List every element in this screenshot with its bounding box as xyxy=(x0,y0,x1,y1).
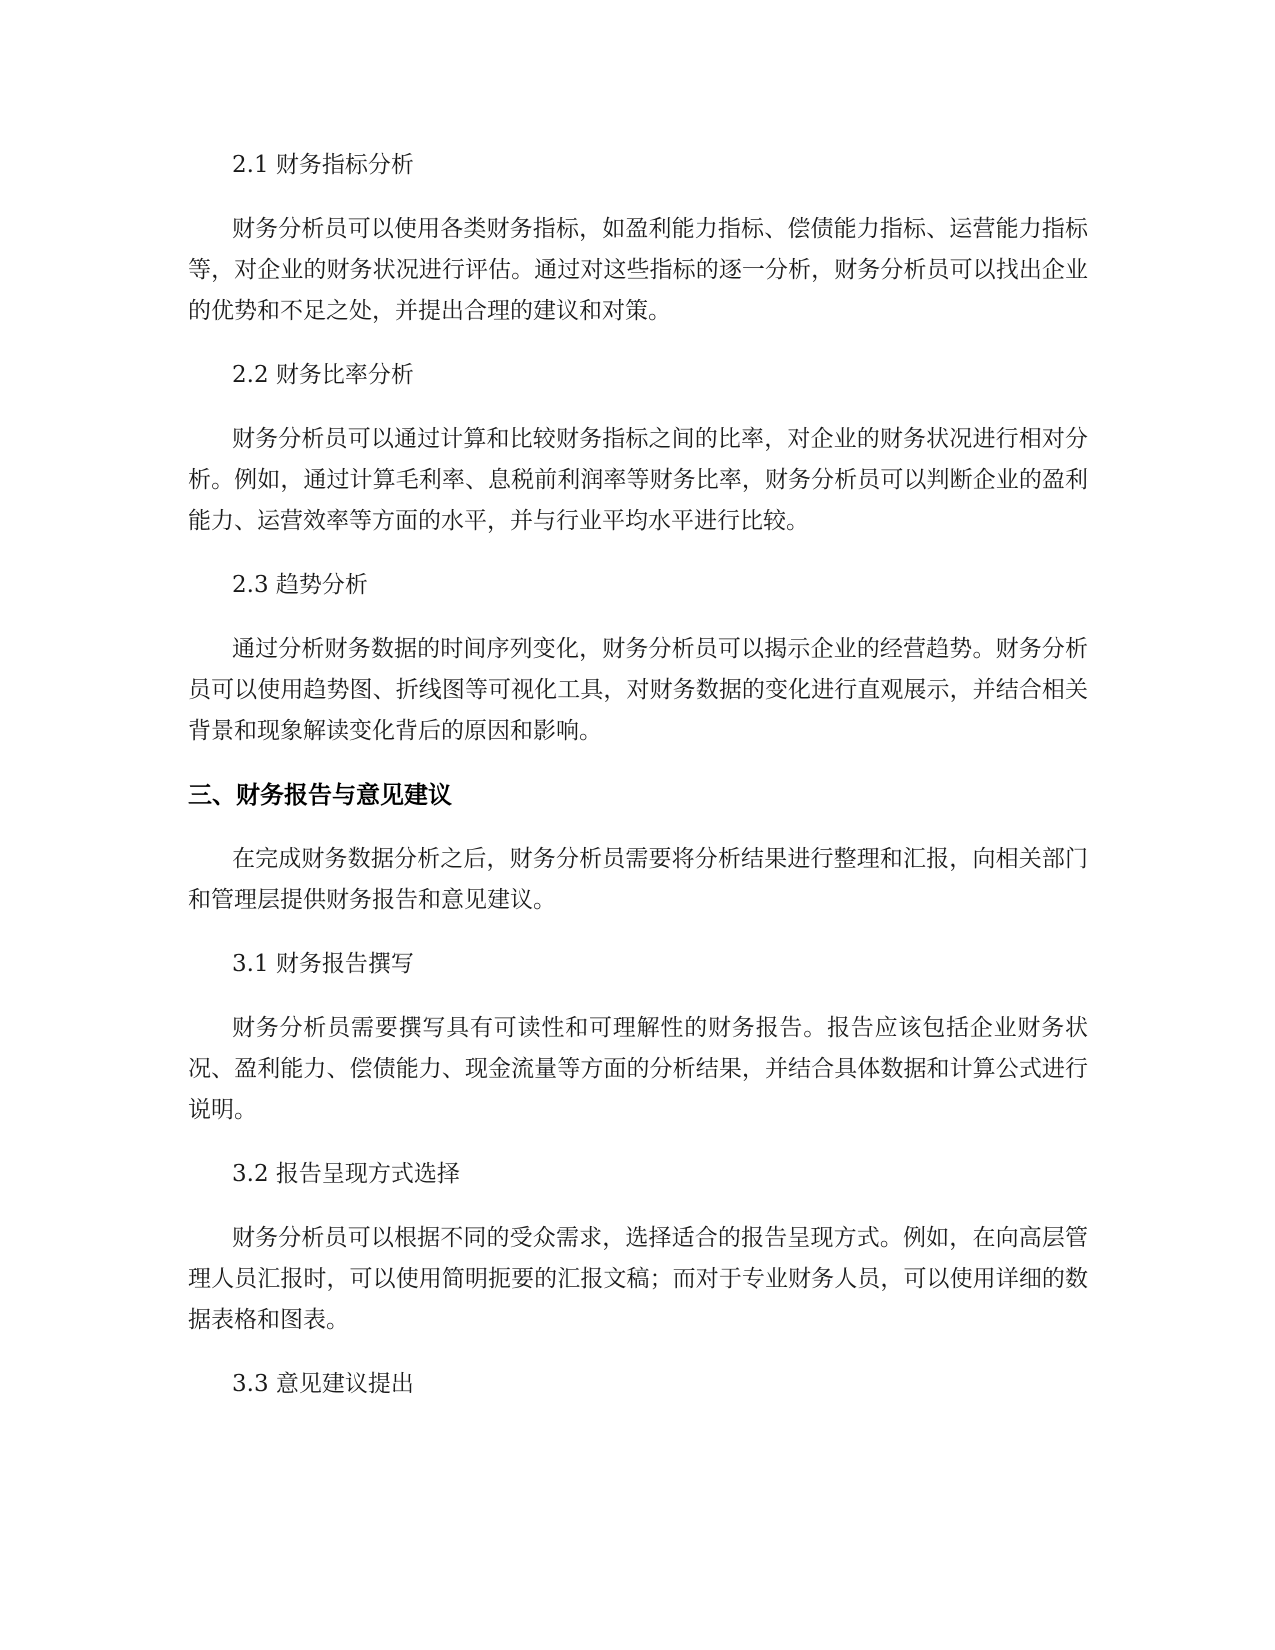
subheading-3-1: 3.1 财务报告撰写 xyxy=(232,951,414,977)
paragraph-report-writing: 财务分析员需要撰写具有可读性和可理解性的财务报告。报告应该包括企业财务状况、盈利能力、偿债能力、现金流量等方面的分析结果，并结合具体数据和计算公式进行说明。 xyxy=(188,1015,1088,1123)
section-heading-3: 三、财务报告与意见建议 xyxy=(188,781,452,809)
subheading-2-3: 2.3 趋势分析 xyxy=(232,572,368,598)
subheading-2-2: 2.2 财务比率分析 xyxy=(232,362,414,388)
subheading-3-2: 3.2 报告呈现方式选择 xyxy=(232,1161,460,1187)
paragraph-report-intro: 在完成财务数据分析之后，财务分析员需要将分析结果进行整理和汇报，向相关部门和管理层提供财务报告和意见建议。 xyxy=(188,846,1088,913)
paragraph-financial-indicators: 财务分析员可以使用各类财务指标，如盈利能力指标、偿债能力指标、运营能力指标等，对企业的财务状况进行评估。通过对这些指标的逐一分析，财务分析员可以找出企业的优势和不足之处，并提出合理的建议和对策。 xyxy=(188,216,1088,324)
paragraph-presentation-choice: 财务分析员可以根据不同的受众需求，选择适合的报告呈现方式。例如，在向高层管理人员汇报时，可以使用简明扼要的汇报文稿；而对于专业财务人员，可以使用详细的数据表格和图表。 xyxy=(188,1225,1088,1333)
subheading-3-3: 3.3 意见建议提出 xyxy=(232,1371,414,1397)
paragraph-financial-ratios: 财务分析员可以通过计算和比较财务指标之间的比率，对企业的财务状况进行相对分析。例如，通过计算毛利率、息税前利润率等财务比率，财务分析员可以判断企业的盈利能力、运营效率等方面的水平，并与行业平均水平进行比较。 xyxy=(188,426,1088,534)
subheading-2-1: 2.1 财务指标分析 xyxy=(232,152,414,178)
paragraph-trend-analysis: 通过分析财务数据的时间序列变化，财务分析员可以揭示企业的经营趋势。财务分析员可以使用趋势图、折线图等可视化工具，对财务数据的变化进行直观展示，并结合相关背景和现象解读变化背后的原因和影响。 xyxy=(188,636,1088,744)
document-body xyxy=(188,145,1088,1428)
